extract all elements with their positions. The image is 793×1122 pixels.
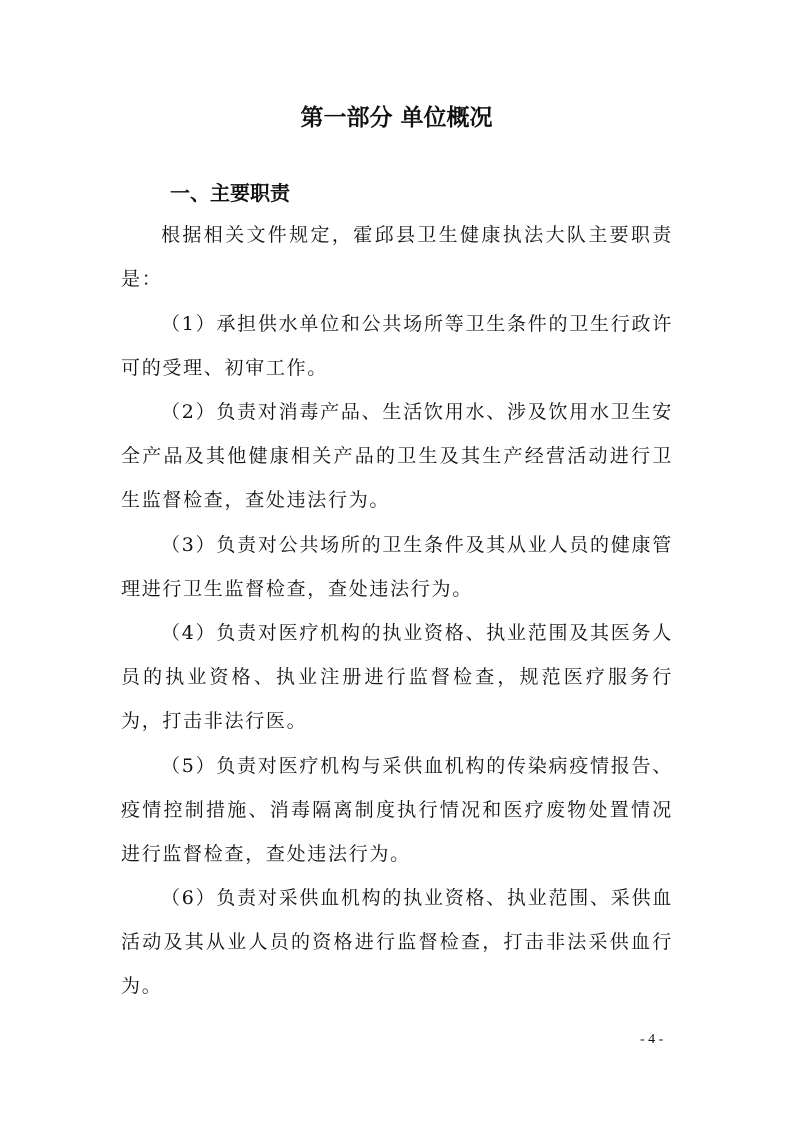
- duty-paragraph-3: （3）负责对公共场所的卫生条件及其从业人员的健康管理进行卫生监督检查，查处违法行为。: [121, 533, 673, 600]
- page-number: - 4 -: [640, 1032, 664, 1047]
- page-title: 第一部分 单位概况: [300, 105, 493, 131]
- body-text: [121, 213, 673, 1009]
- intro-paragraph: 根据相关文件规定，霍邱县卫生健康执法大队主要职责是：: [121, 224, 673, 290]
- duty-paragraph-2: （2）负责对消毒产品、生活饮用水、涉及饮用水卫生安全产品及其他健康相关产品的卫生及其生产经营活动进行卫生监督检查，查处违法行为。: [121, 401, 673, 511]
- duty-paragraph-6: （6）负责对采供血机构的执业资格、执业范围、采供血活动及其从业人员的资格进行监督检查，打击非法采供血行为。: [121, 887, 673, 997]
- duty-paragraph-4: （4）负责对医疗机构的执业资格、执业范围及其医务人员的执业资格、执业注册进行监督检查，规范医疗服务行为，打击非法行医。: [121, 622, 673, 732]
- duty-paragraph-1: （1）承担供水单位和公共场所等卫生条件的卫生行政许可的受理、初审工作。: [121, 312, 673, 379]
- duty-paragraph-5: （5）负责对医疗机构与采供血机构的传染病疫情报告、疫情控制措施、消毒隔离制度执行情况和医疗废物处置情况进行监督检查，查处违法行为。: [121, 754, 673, 865]
- section-heading: 一、主要职责: [170, 181, 290, 205]
